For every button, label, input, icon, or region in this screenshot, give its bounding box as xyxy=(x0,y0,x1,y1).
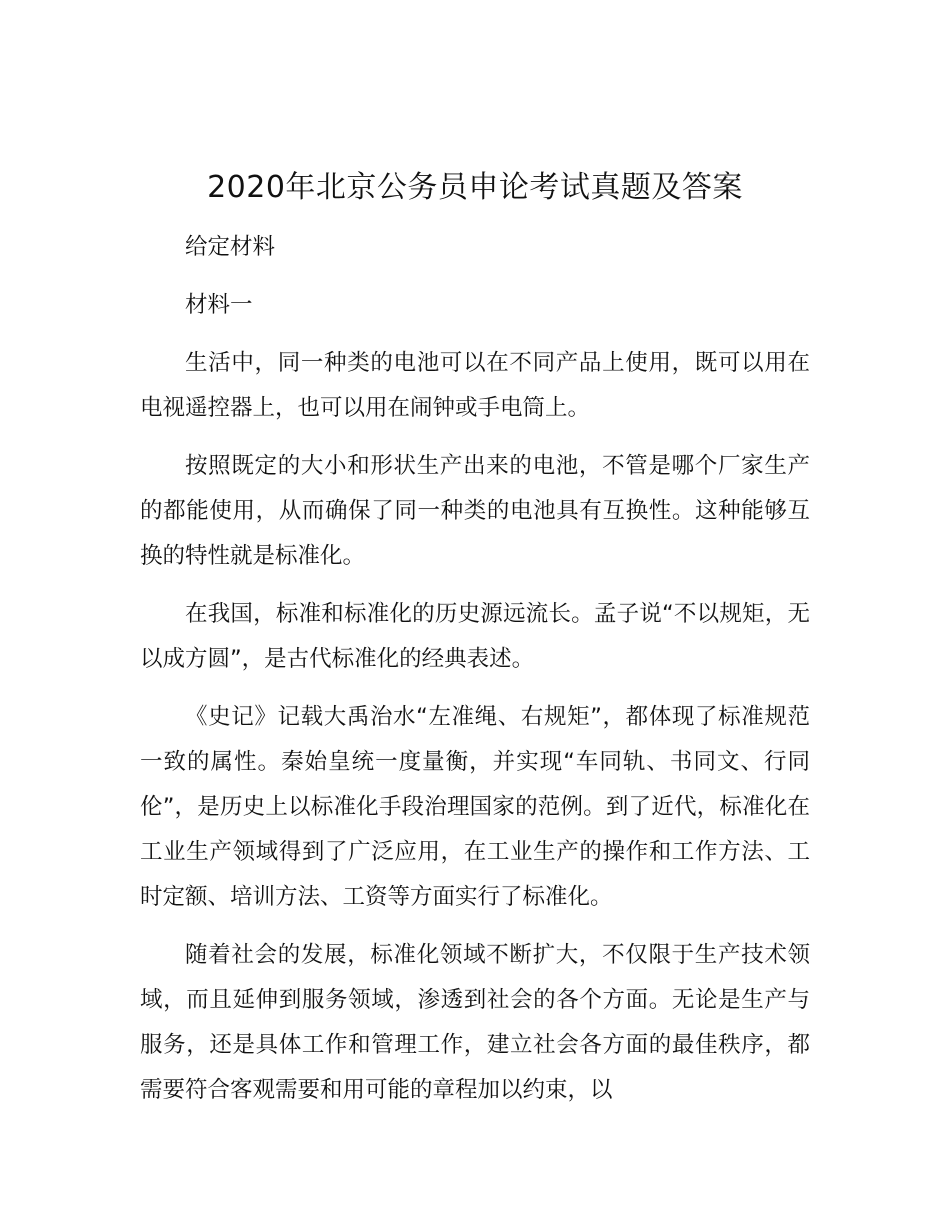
document-body xyxy=(140,225,810,1126)
paragraph: 生活中，同一种类的电池可以在不同产品上使用，既可以用在电视遥控器上，也可以用在闹钟或手电筒上。 xyxy=(140,350,810,421)
paragraph-material-one: 材料一 xyxy=(185,292,253,318)
paragraph: 《史记》记载大禹治水“左准绳、右规矩”，都体现了标准规范一致的属性。秦始皇统一度量衡，并实现“车同轨、书同文、行同伦”，是历史上以标准化手段治理国家的范例。到了近代，标准化在工业生产领域得到了广泛应用，在工业生产的操作和工作方法、工时定额、培训方法、工资等方面实行了标准化。 xyxy=(140,704,810,910)
paragraph: 随着社会的发展，标准化领域不断扩大，不仅限于生产技术领域，而且延伸到服务领域，渗透到社会的各个方面。无论是生产与服务，还是具体工作和管理工作，建立社会各方面的最佳秩序，都需要符合客观需要和用可能的章程加以约束，以 xyxy=(140,942,810,1103)
document-title: 2020年北京公务员申论考试真题及答案 xyxy=(207,170,743,205)
paragraph: 按照既定的大小和形状生产出来的电池，不管是哪个厂家生产的都能使用，从而确保了同一种类的电池具有互换性。这种能够互换的特性就是标准化。 xyxy=(140,453,810,569)
paragraph: 在我国，标准和标准化的历史源远流长。孟子说“不以规矩，无以成方圆”，是古代标准化的经典表述。 xyxy=(140,601,810,672)
paragraph-given-materials: 给定材料 xyxy=(185,234,276,260)
